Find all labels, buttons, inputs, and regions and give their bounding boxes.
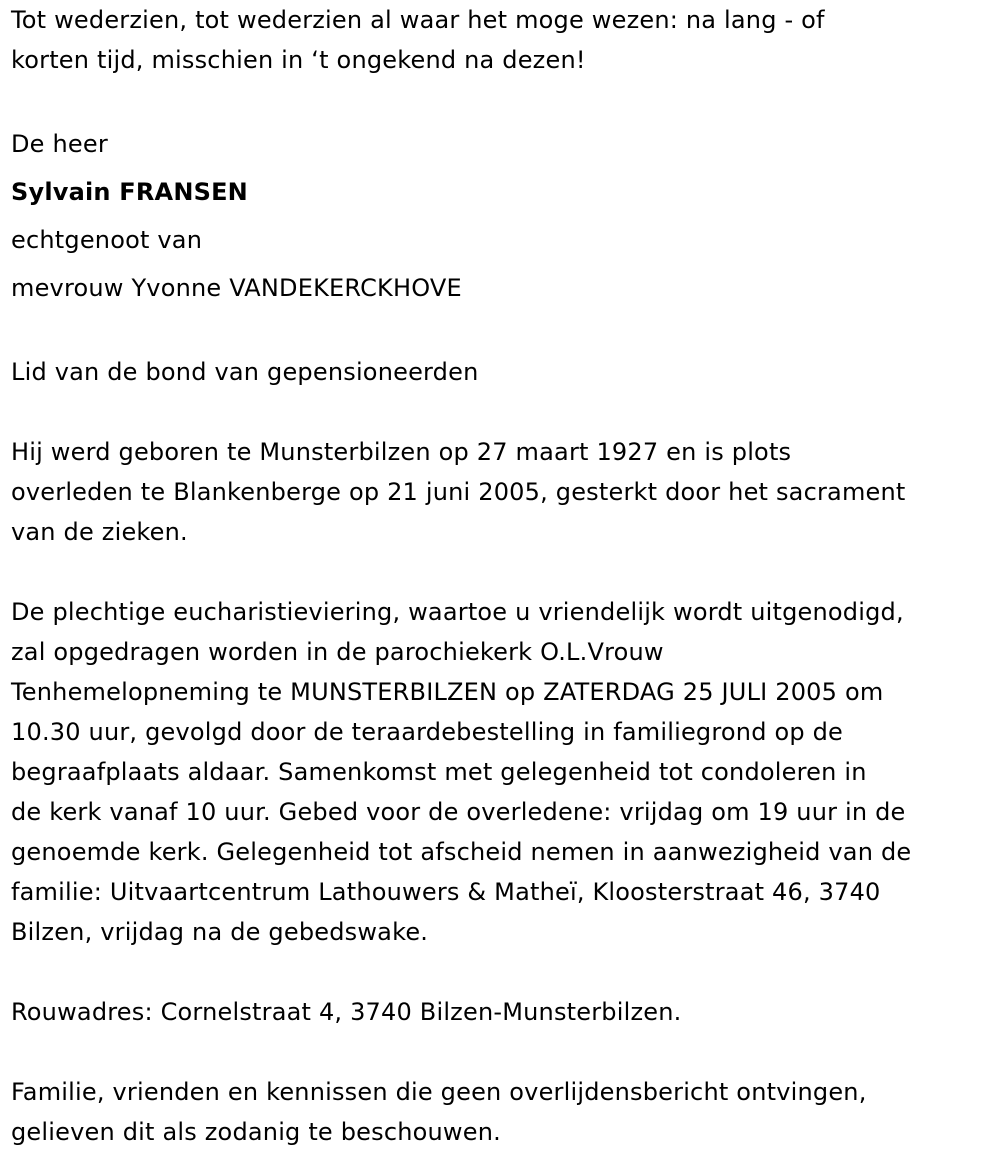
- membership-paragraph: [11, 352, 991, 392]
- salutation: De heer: [11, 130, 108, 158]
- birth-death-line-1: Hij werd geboren te Munsterbilzen op 27 maart 1927 en is plots: [11, 438, 792, 466]
- ceremony-line-6: de kerk vanaf 10 uur. Gebed voor de overledene: vrijdag om 19 uur in de: [11, 798, 906, 826]
- ceremony-line-8: familie: Uitvaartcentrum Lathouwers & Matheï, Kloosterstraat 46, 3740: [11, 878, 881, 906]
- ceremony-line-2: zal opgedragen worden in de parochiekerk O.L.Vrouw: [11, 638, 664, 666]
- deceased-name: Sylvain FRANSEN: [11, 178, 248, 206]
- mourning-address: Rouwadres: Cornelstraat 4, 3740 Bilzen-Munsterbilzen.: [11, 998, 682, 1026]
- ceremony-line-1: De plechtige eucharistieviering, waartoe u vriendelijk wordt uitgenodigd,: [11, 598, 904, 626]
- ceremony-line-5: begraafplaats aldaar. Samenkomst met gelegenheid tot condoleren in: [11, 758, 867, 786]
- birth-death-line-2: overleden te Blankenberge op 21 juni 2005, gesterkt door het sacrament: [11, 478, 906, 506]
- ceremony-line-3: Tenhemelopneming te MUNSTERBILZEN op ZATERDAG 25 JULI 2005 om: [11, 678, 884, 706]
- ceremony-paragraph: [11, 592, 991, 952]
- motto-line-2: korten tijd, misschien in ‘t ongekend na dezen!: [11, 46, 586, 74]
- birth-death-paragraph: [11, 432, 991, 552]
- relation-label: echtgenoot van: [11, 226, 203, 254]
- birth-death-line-3: van de zieken.: [11, 518, 188, 546]
- motto-paragraph: [11, 0, 991, 80]
- closing-line-2: gelieven dit als zodanig te beschouwen.: [11, 1118, 501, 1146]
- membership-line: Lid van de bond van gepensioneerden: [11, 358, 479, 386]
- motto-line-1: Tot wederzien, tot wederzien al waar het moge wezen: na lang - of: [11, 6, 825, 34]
- ceremony-line-4: 10.30 uur, gevolgd door de teraardebestelling in familiegrond op de: [11, 718, 844, 746]
- closing-paragraph: [11, 1072, 991, 1152]
- ceremony-line-9: Bilzen, vrijdag na de gebedswake.: [11, 918, 429, 946]
- ceremony-line-7: genoemde kerk. Gelegenheid tot afscheid nemen in aanwezigheid van de: [11, 838, 912, 866]
- closing-line-1: Familie, vrienden en kennissen die geen overlijdensbericht ontvingen,: [11, 1078, 867, 1106]
- person-block: [11, 120, 991, 312]
- obituary-document: [11, 0, 991, 1152]
- address-paragraph: [11, 992, 991, 1032]
- spouse-name: mevrouw Yvonne VANDEKERCKHOVE: [11, 274, 462, 302]
